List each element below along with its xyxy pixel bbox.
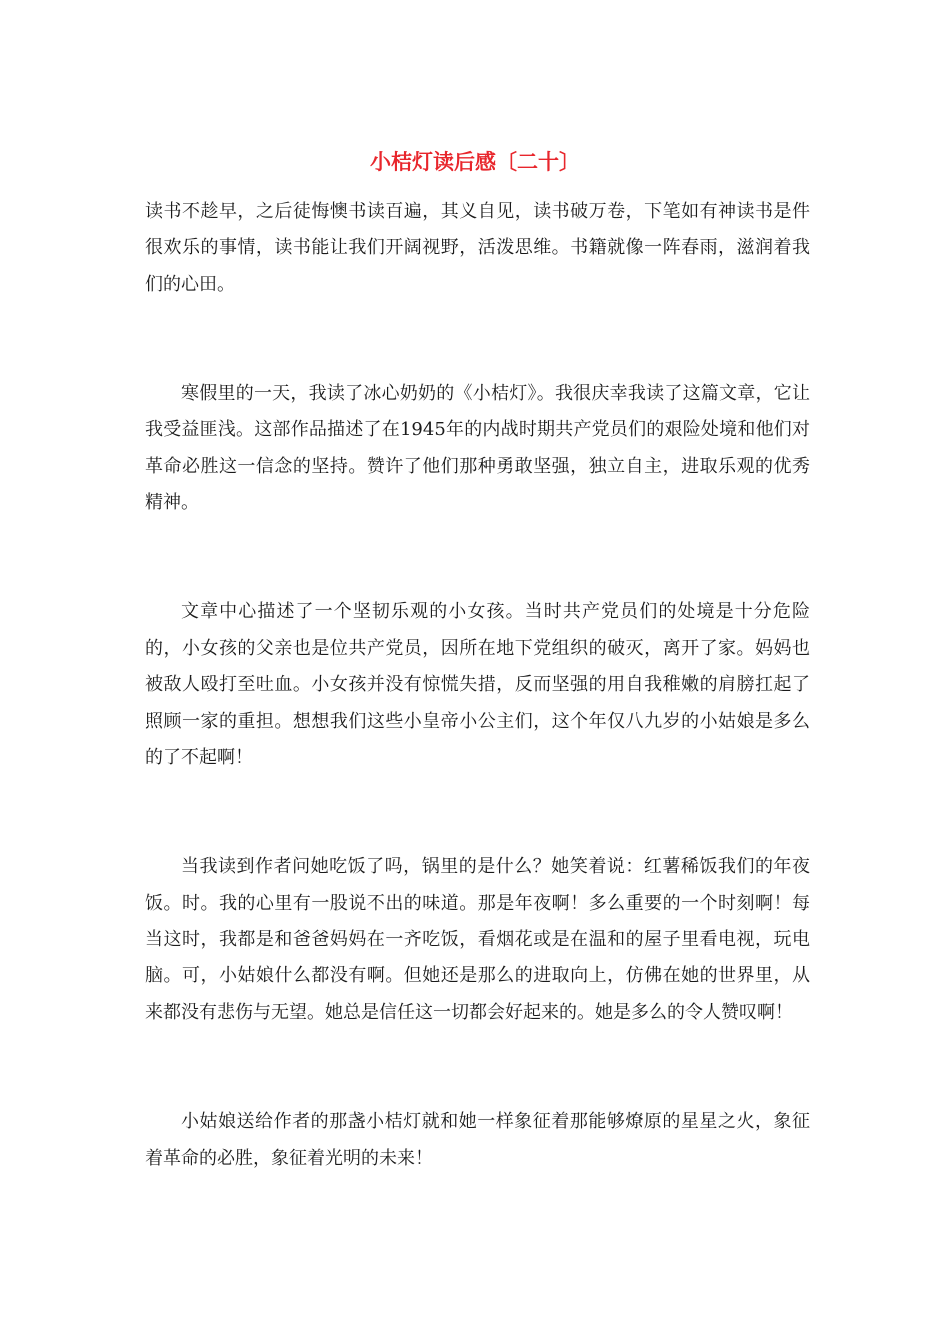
paragraph-spacer [145,522,810,595]
paragraph-little-girl: 文章中心描述了一个坚韧乐观的小女孩。当时共产党员们的处境是十分危险的，小女孩的父亲也是位共产党员，因所在地下党组织的破灭，离开了家。妈妈也被敌人殴打至吐血。小女孩并没有惊慌失措，反而坚强的用自我稚嫩的肩膀扛起了照顾一家的重担。想想我们这些小皇帝小公主们，这个年仅八九岁的小姑娘是多么的了不起啊！ [145,601,810,769]
paragraph-intro: 读书不趁早，之后徒悔懊书读百遍，其义自见，读书破万卷，下笔如有神读书是件很欢乐的事情，读书能让我们开阔视野，活泼思维。书籍就像一阵春雨，滋润着我们的心田。 [145,201,810,295]
paragraph-reading-story: 寒假里的一天，我读了冰心奶奶的《小桔灯》。我很庆幸我读了这篇文章，它让我受益匪浅。这部作品描述了在1945年的内战时期共产党员们的艰险处境和他们对革命必胜这一信念的坚持。赞许了他们那种勇敢坚强，独立自主，进取乐观的优秀精神。 [145,383,810,514]
document-body [145,194,810,1177]
paragraph-conclusion: 小姑娘送给作者的那盏小桔灯就和她一样象征着那能够燎原的星星之火，象征着革命的必胜，象征着光明的未来！ [145,1111,810,1169]
document-title: 小桔灯读后感〔二十〕 [370,150,580,174]
paragraph-spacer [145,1031,810,1104]
paragraph-spacer [145,776,810,849]
paragraph-spacer [145,303,810,376]
paragraph-new-year-dinner: 当我读到作者问她吃饭了吗，锅里的是什么？她笑着说：红薯稀饭我们的年夜饭。时。我的心里有一股说不出的味道。那是年夜啊！多么重要的一个时刻啊！每当这时，我都是和爸爸妈妈在一齐吃饭，看烟花或是在温和的屋子里看电视，玩电脑。可，小姑娘什么都没有啊。但她还是那么的进取向上，仿佛在她的世界里，从来都没有悲伤与无望。她总是信任这一切都会好起来的。她是多么的令人赞叹啊！ [145,856,810,1023]
